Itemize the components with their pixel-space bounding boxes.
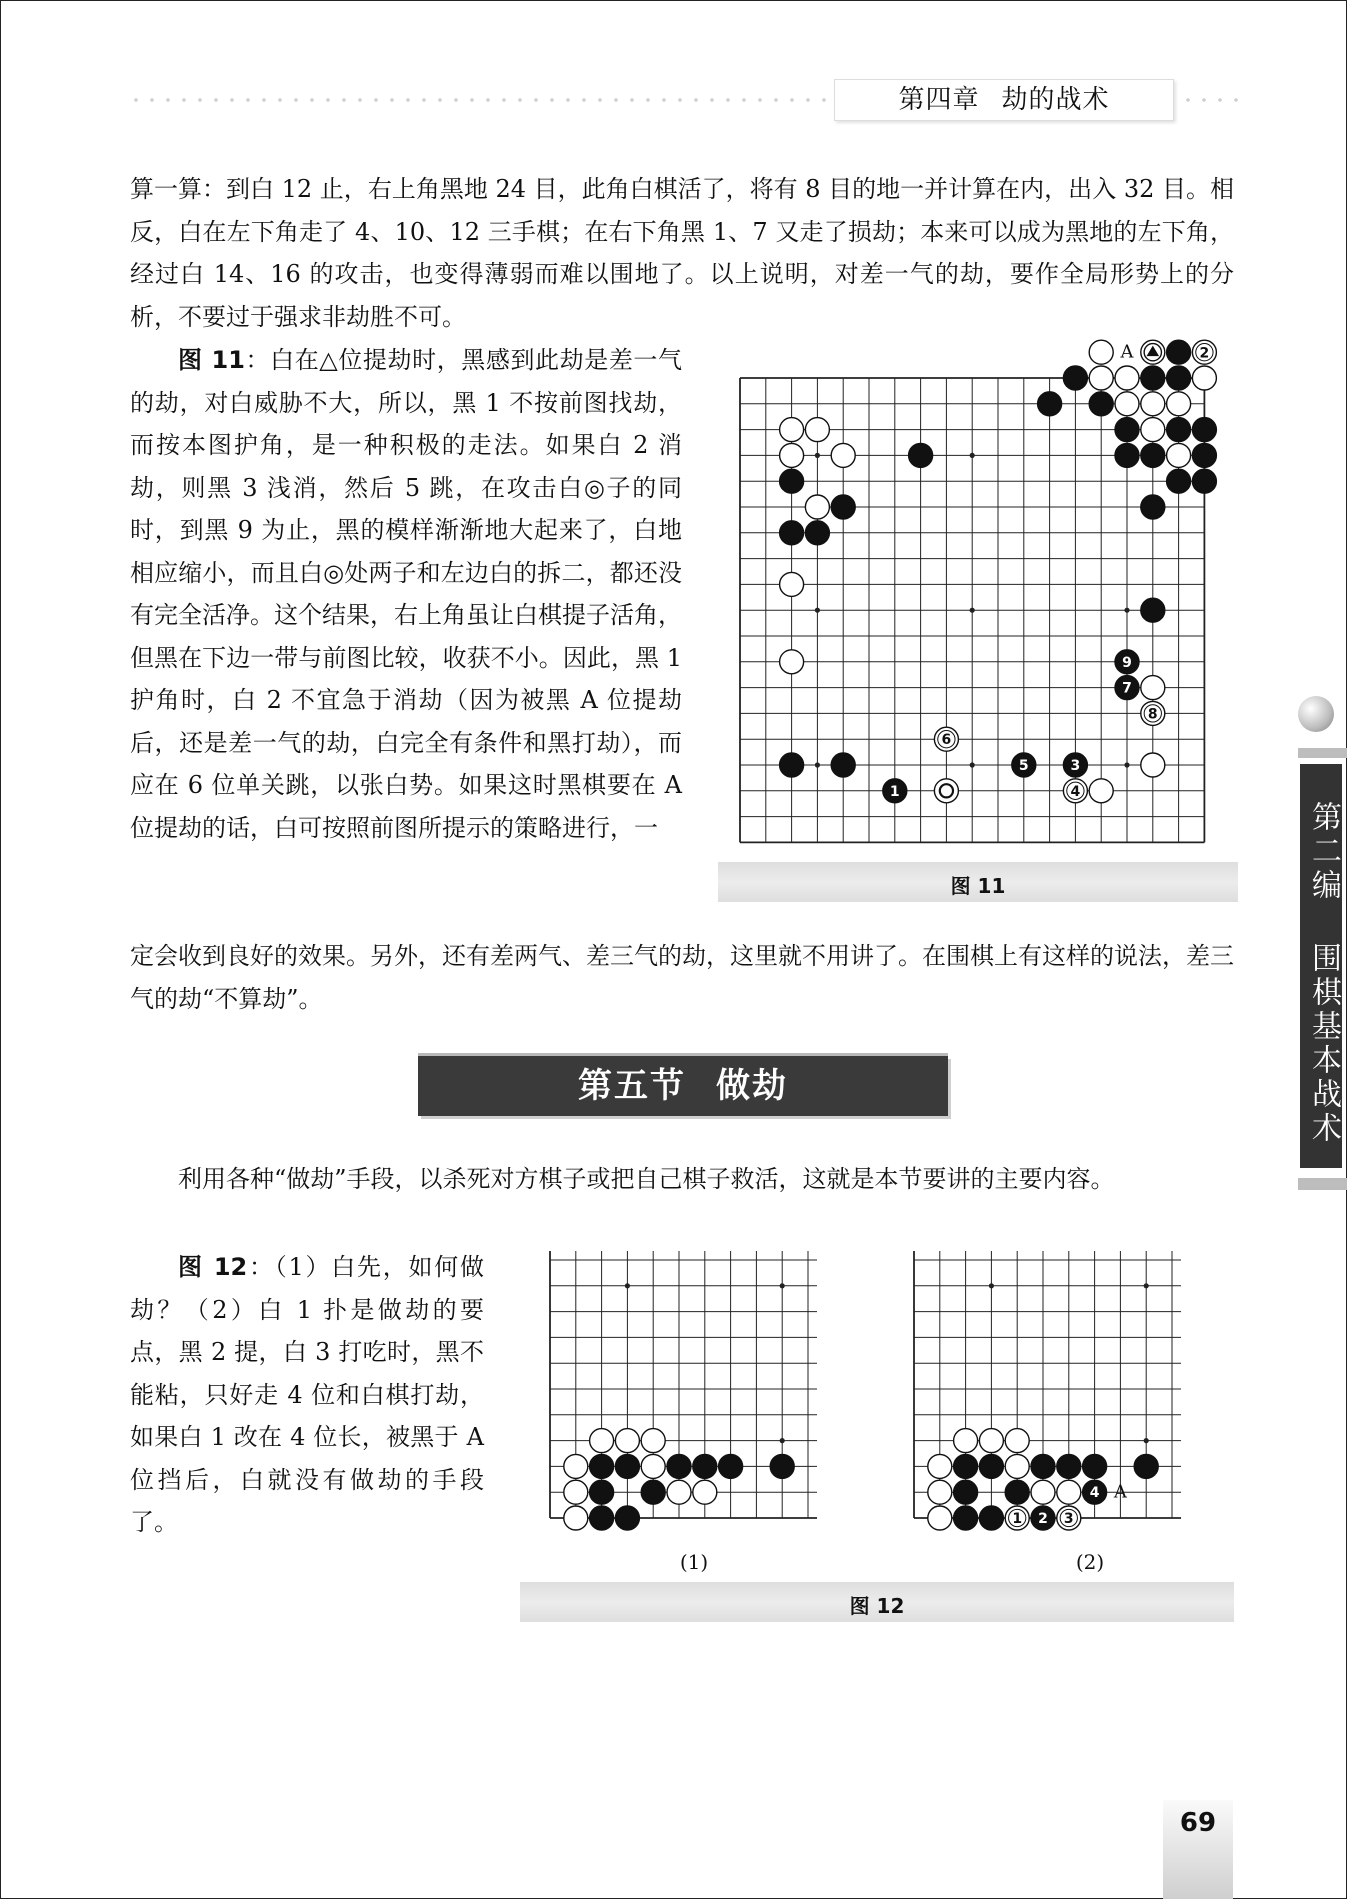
white-stone — [1141, 418, 1165, 442]
black-stone — [909, 443, 933, 467]
chapter-title: 劫的战术 — [1001, 85, 1110, 115]
white-stone — [564, 1480, 588, 1504]
white-stone — [590, 1429, 614, 1453]
white-stone — [1167, 392, 1191, 416]
black-stone — [780, 469, 804, 493]
white-stone — [928, 1506, 952, 1530]
paragraph-fig12 — [130, 1246, 484, 1544]
star-point — [815, 762, 820, 767]
star-point — [970, 608, 975, 613]
tab-cap — [1298, 1178, 1347, 1190]
black-stone — [954, 1454, 978, 1478]
header-rule — [128, 98, 828, 102]
paragraph-intro: 算一算：到白 12 止，右上角黑地 24 目，此角白棋活了，将有 8 目的地一并计算在内，出入 32 目。相反，白在左下角走了 4、10、12 三手棋；在右下角黑 1、7 又走了损劫；本来可以成为黑地的左下角，经过白 14、16 的攻击，也变得薄弱而难以围地了。以上说明，对差一气的劫，要作全局形势上的分析，不要过于强求非劫胜不可。 — [130, 175, 1234, 331]
page-number: 69 — [1163, 1800, 1233, 1899]
move-number: 5 — [1018, 758, 1029, 775]
white-stone — [615, 1429, 639, 1453]
subfigure-label-1: (1) — [679, 1550, 709, 1574]
point-label: A — [1120, 341, 1134, 363]
black-stone — [1115, 418, 1139, 442]
move-number: 2 — [1038, 1511, 1048, 1528]
white-stone — [564, 1454, 588, 1478]
white-stone — [780, 650, 804, 674]
point-label: A — [1113, 1481, 1127, 1503]
white-stone — [1167, 443, 1191, 467]
move-number: 1 — [1012, 1511, 1023, 1528]
go-board-fig12-1 — [538, 1250, 868, 1540]
white-stone — [780, 418, 804, 442]
black-stone — [1167, 418, 1191, 442]
figure-caption: 图 11 — [950, 874, 1006, 898]
black-stone — [831, 495, 855, 519]
black-stone — [954, 1506, 978, 1530]
figure-caption: 图 12 — [849, 1594, 905, 1618]
black-stone — [1115, 443, 1139, 467]
black-stone — [1063, 366, 1087, 390]
fig11-text-d: 处两子和左边白的拆二，都还没有完全活净。这个结果，右上角虽让白棋提子活角，但黑在下边一带与前图比较，收获不小。因此，黑 1 护角时，白 2 不宜急于消劫（因为被黑 A 位提劫后，还是差一气的劫，白完全有条件和黑打劫），而应在 6 位单关跳，以张白势。如果这时黑棋要在 A 位提劫的话，白可按照前图所提示的策略进行，一 — [130, 558, 683, 842]
fig11-label: 图 11 — [178, 346, 245, 374]
black-stone — [770, 1454, 794, 1478]
white-stone — [641, 1454, 665, 1478]
black-stone — [1005, 1480, 1029, 1504]
black-stone — [1089, 392, 1113, 416]
black-stone — [590, 1506, 614, 1530]
white-stone — [805, 418, 829, 442]
white-stone — [1031, 1480, 1055, 1504]
black-stone — [1038, 392, 1062, 416]
black-stone — [805, 521, 829, 545]
star-point — [1124, 762, 1129, 767]
white-stone — [1192, 366, 1216, 390]
black-stone — [641, 1480, 665, 1504]
tab-cap — [1298, 748, 1347, 758]
header-rule-right — [1180, 98, 1240, 102]
fig11-text-b: 位提劫时，黑感到此劫是差一气的劫，对白威胁不大，所以，黑 1 不按前图找劫，而按本图护角，是一种积极的走法。如果白 2 消劫，则黑 3 浅消，然后 5 跳，在攻击白 — [130, 346, 682, 502]
star-point — [815, 453, 820, 458]
black-stone — [1167, 469, 1191, 493]
black-stone — [693, 1454, 717, 1478]
black-stone — [831, 753, 855, 777]
black-stone — [615, 1506, 639, 1530]
star-point — [780, 1283, 785, 1288]
white-stone — [934, 779, 958, 803]
move-number: 2 — [1199, 345, 1210, 362]
black-stone — [1083, 1454, 1107, 1478]
black-stone — [1134, 1454, 1158, 1478]
black-stone — [1192, 469, 1216, 493]
white-stone — [1089, 779, 1113, 803]
move-number: 8 — [1147, 706, 1158, 723]
black-stone — [590, 1480, 614, 1504]
black-stone — [1167, 366, 1191, 390]
star-point — [970, 762, 975, 767]
move-number: 7 — [1122, 680, 1132, 697]
paragraph-section-intro: 利用各种“做劫”手段，以杀死对方棋子或把自己棋子救活，这就是本节要讲的主要内容。 — [178, 1165, 1115, 1193]
white-stone — [1141, 392, 1165, 416]
white-stone — [667, 1480, 691, 1504]
white-stone — [1057, 1480, 1081, 1504]
part-side-tab: 第二编 围棋基本战术 — [1300, 764, 1342, 1168]
white-stone — [928, 1480, 952, 1504]
white-stone — [1141, 676, 1165, 700]
fig11-text-c: 子的同时，到黑 9 为止，黑的模样渐渐地大起来了，白地相应缩小，而且白 — [130, 473, 682, 587]
move-number: 9 — [1122, 654, 1132, 671]
black-stone — [979, 1454, 1003, 1478]
black-stone — [780, 521, 804, 545]
triangle-mark-icon: △ — [319, 346, 339, 374]
star-point — [625, 1283, 630, 1288]
fig12-text: ：（1）白先，如何做劫？（2）白 1 扑是做劫的要点，黑 2 提，白 3 打吃时，黑不能粘，只好走 4 位和白棋打劫，如果白 1 改在 4 位长，被黑于 A 位挡后，白就没有做劫的手段了。 — [130, 1253, 484, 1536]
black-stone — [1141, 598, 1165, 622]
black-stone — [1192, 418, 1216, 442]
star-point — [1144, 1438, 1149, 1443]
black-stone — [1141, 495, 1165, 519]
star-point — [1144, 1283, 1149, 1288]
tab-ornament-icon — [1298, 696, 1334, 732]
black-stone — [1141, 366, 1165, 390]
paragraph-fig11 — [130, 339, 682, 849]
black-stone — [1192, 443, 1216, 467]
chapter-number: 第四章 — [898, 85, 980, 115]
black-stone — [1141, 443, 1165, 467]
black-stone — [615, 1454, 639, 1478]
white-stone — [831, 443, 855, 467]
move-number: 3 — [1070, 758, 1081, 775]
move-number: 3 — [1063, 1511, 1074, 1528]
white-stone — [780, 572, 804, 596]
move-number: 4 — [1070, 783, 1081, 800]
black-stone — [1057, 1454, 1081, 1478]
white-stone — [1005, 1429, 1029, 1453]
white-stone — [1089, 340, 1113, 364]
running-header — [834, 79, 1174, 121]
black-stone — [780, 753, 804, 777]
move-number: 4 — [1089, 1485, 1100, 1502]
move-number: 1 — [889, 783, 900, 800]
white-stone — [1141, 753, 1165, 777]
white-stone — [1089, 366, 1113, 390]
white-stone — [979, 1429, 1003, 1453]
section-number: 第五节 — [578, 1066, 686, 1106]
paragraph-continued: 定会收到良好的效果。另外，还有差两气、差三气的劫，这里就不用讲了。在围棋上有这样的说法，差三气的劫“不算劫”。 — [130, 942, 1234, 1013]
star-point — [780, 1438, 785, 1443]
star-point — [989, 1283, 994, 1288]
white-stone — [780, 443, 804, 467]
star-point — [815, 608, 820, 613]
black-stone — [1031, 1454, 1055, 1478]
star-point — [1124, 608, 1129, 613]
black-stone — [979, 1506, 1003, 1530]
section-title: 做劫 — [716, 1066, 788, 1106]
black-stone — [719, 1454, 743, 1478]
fig11-text-a: ：白在 — [244, 346, 320, 374]
circle-mark-icon: ◎ — [323, 558, 345, 587]
black-stone — [667, 1454, 691, 1478]
go-board-fig11 — [714, 341, 1234, 852]
go-board-fig12-2 — [902, 1250, 1232, 1540]
white-stone — [928, 1454, 952, 1478]
white-stone — [1005, 1454, 1029, 1478]
white-stone — [693, 1480, 717, 1504]
white-stone — [641, 1429, 665, 1453]
fig12-label: 图 12 — [178, 1253, 248, 1281]
move-number: 6 — [941, 732, 952, 749]
circle-mark-icon: ◎ — [583, 473, 607, 502]
black-stone — [590, 1454, 614, 1478]
white-stone — [1115, 392, 1139, 416]
white-stone — [954, 1429, 978, 1453]
star-point — [970, 453, 975, 458]
section-heading — [418, 1056, 948, 1116]
white-stone — [805, 495, 829, 519]
white-stone — [1115, 366, 1139, 390]
black-stone — [1167, 340, 1191, 364]
subfigure-label-2: (2) — [1075, 1550, 1105, 1574]
white-stone — [564, 1506, 588, 1530]
black-stone — [954, 1480, 978, 1504]
